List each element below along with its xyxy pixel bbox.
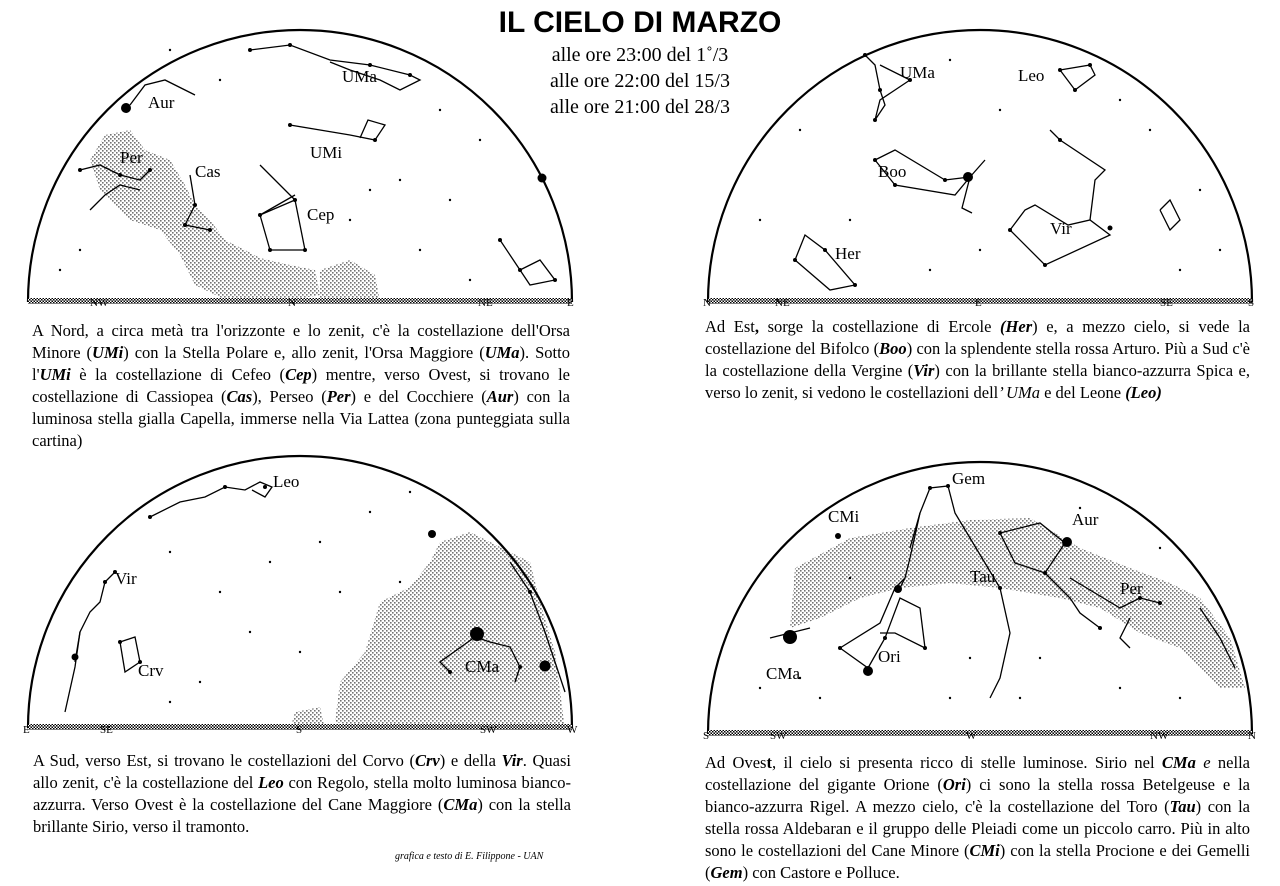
- sky-map-south: [20, 452, 580, 742]
- caption-segment: UMi: [39, 365, 71, 384]
- caption-segment: Tau: [1169, 797, 1196, 816]
- constellation-label: Gem: [952, 469, 986, 488]
- milky-way: [790, 518, 1245, 688]
- stars: [759, 53, 1221, 287]
- constellation-label: UMa: [900, 63, 935, 82]
- caption-segment: Gem: [710, 863, 743, 882]
- caption-segment: ) con la stella brillante Sirio, verso il tramonto.: [33, 795, 572, 836]
- caption-west: [705, 752, 1250, 884]
- sky-map-east: [700, 20, 1260, 316]
- caption-segment: A Nord, a circa metà tra l'orizzonte e lo zenit, c'è la costellazione dell'Orsa Minore (: [32, 321, 570, 362]
- caption-segment: Ad Oves: [705, 753, 767, 772]
- caption-segment: Cas: [226, 387, 253, 406]
- caption-segment: Ori: [942, 775, 966, 794]
- caption-segment: Per: [326, 387, 351, 406]
- caption-segment: con Regolo, stella molto luminosa bianco-azzurra. Verso Ovest è la costellazione del Cane Maggiore (: [33, 773, 571, 814]
- horizon-bar: [708, 730, 1252, 736]
- caption-segment: ) con la luminosa stella gialla Capella, immerse nella Via Lattea (zona punteggiata sulla cartina): [32, 387, 571, 450]
- caption-segment: Vir: [501, 751, 523, 770]
- constellation-label: Per: [1120, 579, 1143, 598]
- caption-segment: . Quasi allo zenit, c'è la costellazione del: [33, 751, 572, 792]
- time-line-3: alle ore 21:00 del 28/3: [550, 96, 730, 118]
- caption-segment: A Sud, verso Est, si trovano le costellazioni del Corvo (: [33, 751, 415, 770]
- constellation-label: Aur: [148, 93, 175, 112]
- constellation-label: CMa: [465, 657, 499, 676]
- constellation-label: Ori: [878, 647, 901, 666]
- caption-segment: , il cielo si presenta ricco di stelle luminose. Sirio nel: [771, 753, 1162, 772]
- caption-segment: sorge la costellazione di Ercole: [759, 317, 1001, 336]
- caption-segment: ) con Castore e Polluce.: [742, 863, 900, 882]
- direction-label: N: [1248, 730, 1256, 742]
- constellation-label: Leo: [1018, 66, 1045, 85]
- caption-segment: ) con la Stella Polare e, allo zenit, l'Orsa Maggiore (: [123, 343, 485, 362]
- caption-segment: ) con la splendente stella rossa Arturo. Più a Sud c'è la costellazione della Vergine (: [705, 339, 1250, 380]
- direction-label: N: [288, 297, 296, 309]
- caption-segment: ,: [754, 317, 759, 336]
- time-line-1: alle ore 23:00 del 1˚/3: [551, 44, 729, 66]
- direction-label: E: [975, 297, 982, 309]
- caption-segment: CMa: [443, 795, 478, 814]
- caption-segment: ’ UMa: [998, 383, 1040, 402]
- caption-segment: CMa: [1161, 753, 1196, 772]
- direction-label: E: [567, 297, 574, 309]
- caption-east: [705, 316, 1250, 404]
- direction-label: SE: [100, 724, 113, 736]
- direction-label: S: [1248, 297, 1255, 309]
- caption-segment: UMi: [92, 343, 124, 362]
- caption-segment: ) e della: [439, 751, 502, 770]
- caption-segment: nella costellazione del gigante Orione (: [705, 753, 1250, 794]
- caption-segment: ), Perseo (: [252, 387, 327, 406]
- direction-label: S: [703, 730, 710, 742]
- caption-segment: Cep: [285, 365, 312, 384]
- direction-label: NE: [478, 297, 493, 309]
- constellation-label: CMi: [828, 507, 860, 526]
- sky-map-west: [700, 458, 1260, 748]
- direction-label: NE: [775, 297, 790, 309]
- direction-label: E: [23, 724, 30, 736]
- caption-segment: e del Leone: [1039, 383, 1126, 402]
- direction-label: NW: [1150, 730, 1169, 742]
- constellation-label: Aur: [1072, 510, 1099, 529]
- caption-segment: (Leo): [1125, 383, 1162, 402]
- caption-south: [33, 750, 571, 838]
- sky-map-north: [20, 20, 580, 316]
- caption-segment: UMa: [484, 343, 520, 362]
- caption-segment: è la costellazione di Cefeo (: [70, 365, 286, 384]
- caption-segment: ) con la stella Procione e dei Gemelli (: [705, 841, 1250, 882]
- constellation-label: Per: [120, 148, 143, 167]
- caption-segment: Ad Est: [705, 317, 755, 336]
- constellation-label: Cas: [195, 162, 221, 181]
- milky-way: [290, 532, 565, 730]
- constellation-label: Vir: [1050, 219, 1072, 238]
- direction-label: SW: [480, 724, 497, 736]
- constellation-label: CMa: [766, 664, 800, 683]
- caption-segment: ). Sotto l': [32, 343, 570, 384]
- direction-label: SW: [770, 730, 787, 742]
- caption-segment: Crv: [414, 751, 440, 770]
- caption-segment: e: [1203, 753, 1211, 772]
- caption-segment: Boo: [879, 339, 907, 358]
- constellation-label: Vir: [115, 569, 137, 588]
- constellation-label: Tau: [970, 567, 996, 586]
- caption-segment: Vir: [913, 361, 935, 380]
- direction-label: SE: [1160, 297, 1173, 309]
- caption-segment: ) con la brillante stella bianco-azzurra Spica e, verso lo zenit, si vedono le costellazioni dell: [705, 361, 1251, 402]
- direction-label: S: [296, 724, 303, 736]
- credit-line: grafica e testo di E. Filippone - UAN: [395, 851, 544, 862]
- caption-segment: ) mentre, verso Ovest, si trovano le costellazione di Cassiopea (: [32, 365, 570, 406]
- direction-label: W: [966, 730, 977, 742]
- direction-label: NW: [90, 297, 109, 309]
- caption-segment: ) con la stella rossa Aldebaran e il gruppo delle Pleiadi come un piccolo carro. Più in alto sono le costellazioni del Cane Minore (: [705, 797, 1250, 860]
- constellation-label: UMa: [342, 67, 377, 86]
- caption-segment: Leo: [258, 773, 284, 792]
- caption-segment: (Her: [1000, 317, 1033, 336]
- caption-segment: ) e, a mezzo cielo, si vede la costellazione del Bifolco (: [705, 317, 1250, 358]
- caption-segment: CMi: [969, 841, 1000, 860]
- direction-label: N: [703, 297, 711, 309]
- caption-segment: ) e del Cocchiere (: [350, 387, 487, 406]
- page-title: IL CIELO DI MARZO: [498, 6, 782, 39]
- caption-north: [32, 320, 570, 452]
- caption-segment: Aur: [486, 387, 514, 406]
- constellation-label: Crv: [138, 661, 164, 680]
- caption-segment: t: [766, 753, 772, 772]
- constellation-label: Boo: [878, 162, 907, 181]
- constellation-label: Her: [835, 244, 861, 263]
- constellation-label: Cep: [307, 205, 335, 224]
- direction-label: W: [567, 724, 578, 736]
- constellation-label: Leo: [273, 472, 300, 491]
- caption-segment: ) ci sono la stella rossa Betelgeuse e la bianco-azzurra Rigel. A mezzo cielo, c'è la costellazione del Toro (: [705, 775, 1250, 816]
- time-line-2: alle ore 22:00 del 15/3: [550, 70, 730, 92]
- constellation-label: UMi: [310, 143, 343, 162]
